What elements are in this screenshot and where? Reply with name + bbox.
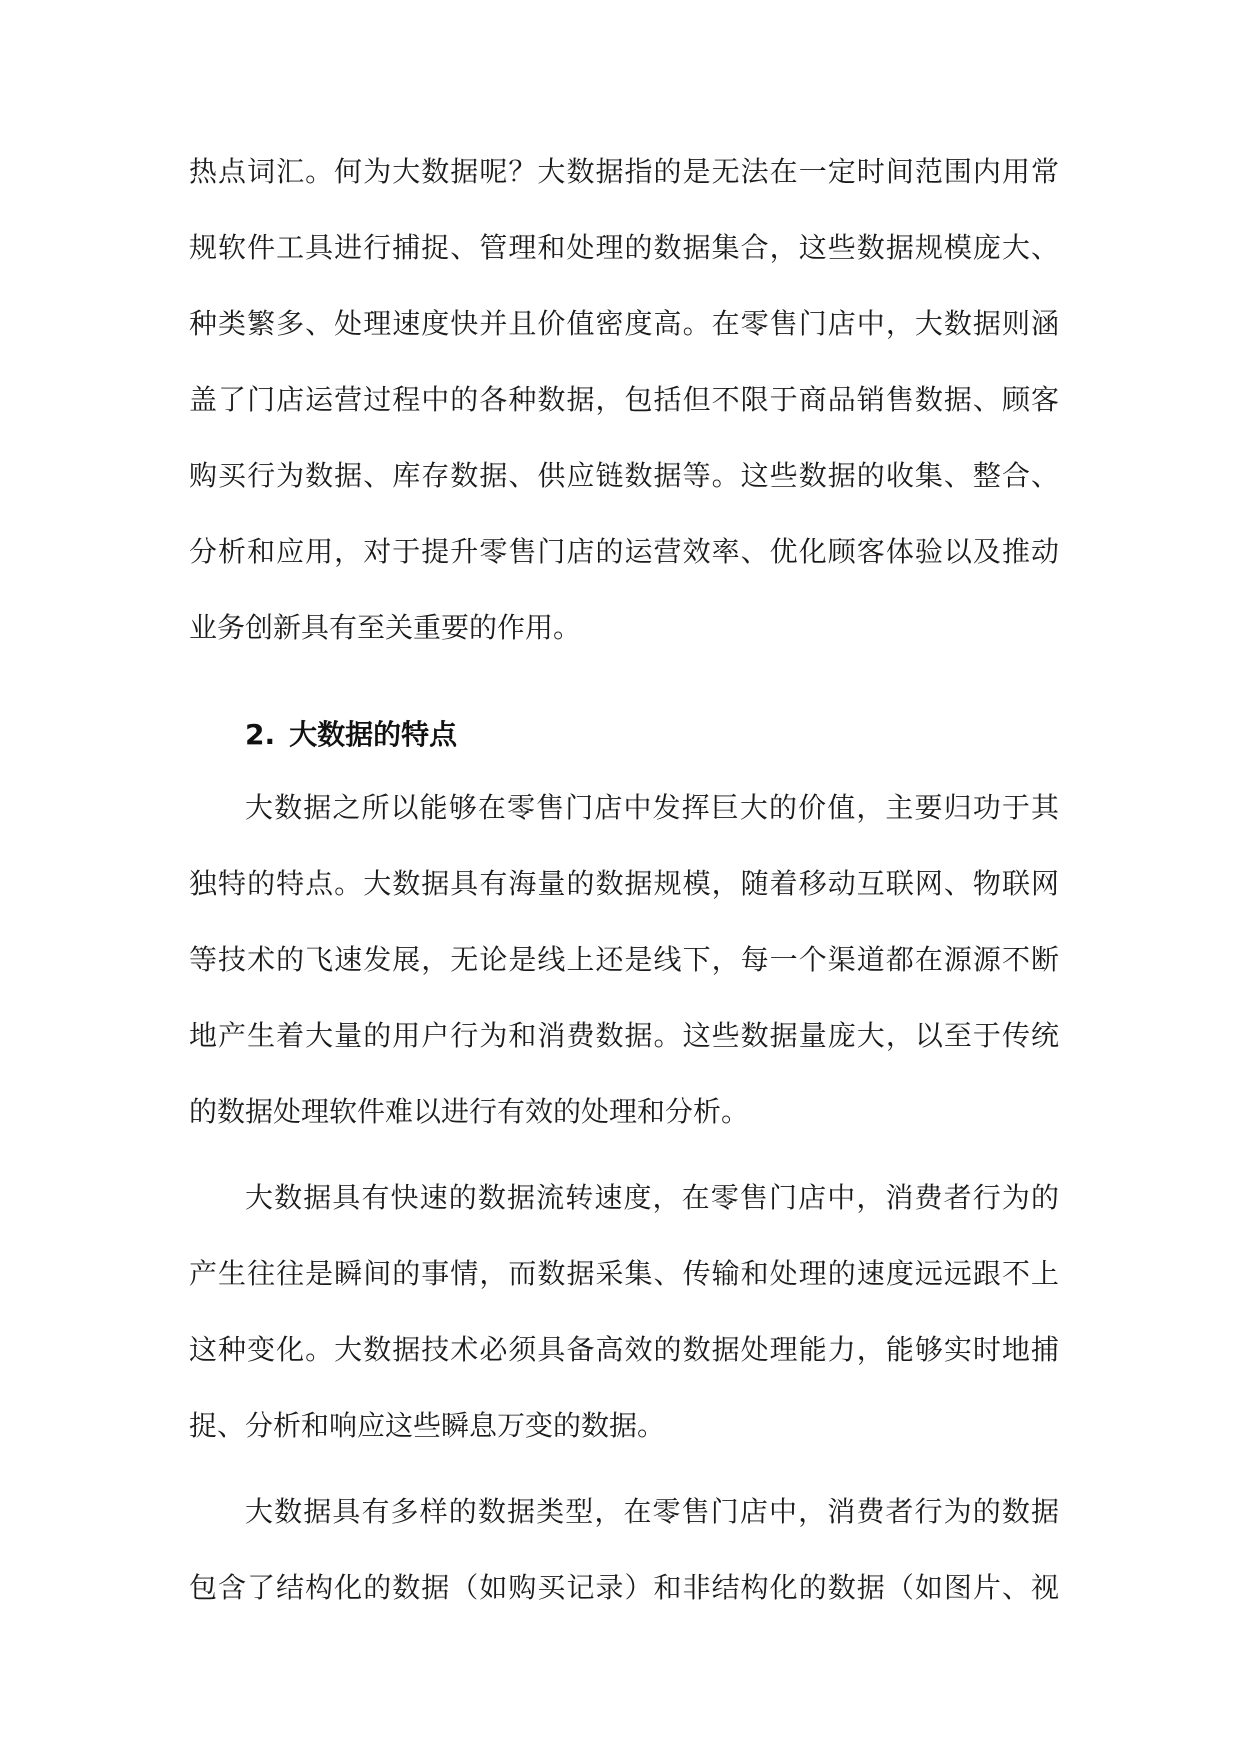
section-number: 2. xyxy=(245,718,276,751)
paragraph-2-line: 独特的特点。大数据具有海量的数据规模，随着移动互联网、物联网 xyxy=(189,867,1059,900)
paragraph-1-line: 分析和应用，对于提升零售门店的运营效率、优化顾客体验以及推动 xyxy=(189,535,1059,568)
paragraph-3-line: 这种变化。大数据技术必须具备高效的数据处理能力，能够实时地捕 xyxy=(189,1333,1059,1366)
paragraph-3 xyxy=(189,1160,1059,1464)
paragraph-2 xyxy=(189,770,1059,1150)
paragraph-4 xyxy=(189,1474,1059,1626)
paragraph-1-line: 热点词汇。何为大数据呢？大数据指的是无法在一定时间范围内用常 xyxy=(189,155,1059,188)
paragraph-2-line: 的数据处理软件难以进行有效的处理和分析。 xyxy=(189,1095,750,1128)
paragraph-2-line: 等技术的飞速发展，无论是线上还是线下，每一个渠道都在源源不断 xyxy=(189,943,1059,976)
paragraph-1-line: 种类繁多、处理速度快并且价值密度高。在零售门店中，大数据则涵 xyxy=(189,307,1059,340)
paragraph-1-line: 业务创新具有至关重要的作用。 xyxy=(189,611,582,644)
paragraph-1 xyxy=(189,134,1059,666)
paragraph-1-line: 购买行为数据、库存数据、供应链数据等。这些数据的收集、整合、 xyxy=(189,459,1059,492)
section-title: 大数据的特点 xyxy=(289,718,458,751)
paragraph-3-line: 大数据具有快速的数据流转速度，在零售门店中，消费者行为的 xyxy=(245,1181,1059,1214)
paragraph-4-line: 包含了结构化的数据（如购买记录）和非结构化的数据（如图片、视 xyxy=(189,1571,1059,1604)
paragraph-3-line: 捉、分析和响应这些瞬息万变的数据。 xyxy=(189,1409,666,1442)
paragraph-4-line: 大数据具有多样的数据类型，在零售门店中，消费者行为的数据 xyxy=(245,1495,1059,1528)
paragraph-1-line: 规软件工具进行捕捉、管理和处理的数据集合，这些数据规模庞大、 xyxy=(189,231,1059,264)
paragraph-1-line: 盖了门店运营过程中的各种数据，包括但不限于商品销售数据、顾客 xyxy=(189,383,1059,416)
paragraph-2-line: 大数据之所以能够在零售门店中发挥巨大的价值，主要归功于其 xyxy=(245,791,1059,824)
paragraph-3-line: 产生往往是瞬间的事情，而数据采集、传输和处理的速度远远跟不上 xyxy=(189,1257,1059,1290)
section-heading xyxy=(245,705,457,765)
paragraph-2-line: 地产生着大量的用户行为和消费数据。这些数据量庞大，以至于传统 xyxy=(189,1019,1059,1052)
